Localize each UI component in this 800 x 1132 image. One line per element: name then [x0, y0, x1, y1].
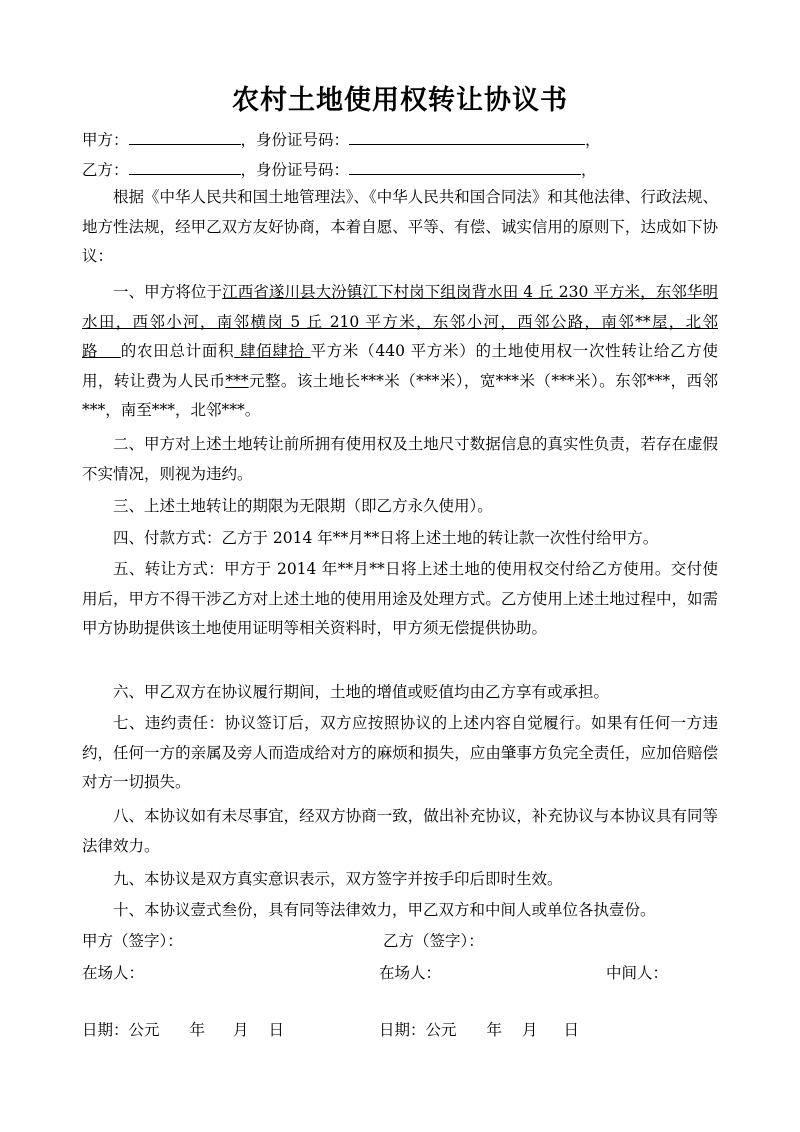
witness-a-label: 在场人： — [82, 964, 145, 982]
party-a-signature-label: 甲方（签字）： — [82, 932, 183, 950]
date-a-year: 年 — [189, 1021, 206, 1039]
party-a-label: 甲方： — [82, 131, 129, 149]
clause-1-rest: 元整。该土地长***米（***米），宽***米（***米）。东邻***，西邻***，南至***，北邻***。 — [82, 371, 718, 419]
clause-5-paragraph: 五、转让方式：甲方于 2014 年**月**日将上述土地的使用权交付给乙方使用。交付使用后，甲方不得干涉乙方对上述土地的使用用途及处理方式。乙方使用上述土地过程中，如需甲方协助提供该土地使用证明等相关资料时，甲方须无偿提供协助。 — [82, 560, 718, 637]
clause-8-paragraph: 八、本协议如有未尽事宜，经双方协商一致，做出补充协议，补充协议与本协议具有同等法律效力。 — [82, 807, 718, 855]
party-a-line — [82, 128, 601, 150]
party-a-id-label: ，身份证号码： — [240, 131, 350, 149]
date-b-day: 日 — [563, 1021, 580, 1039]
clause-1-area: 肆佰肆拾 — [239, 342, 305, 360]
clause-3-paragraph: 三、上述土地转让的期限为无限期（即乙方永久使用）。 — [113, 497, 493, 515]
party-a-name-blank — [129, 128, 241, 145]
clause-10-paragraph: 十、本协议壹式叁份，具有同等法律效力，甲乙双方和中间人或单位各执壹份。 — [113, 901, 656, 919]
witness-b-label: 在场人： — [379, 964, 442, 982]
clause-1-area-wrap — [234, 342, 310, 360]
date-b — [379, 1018, 579, 1040]
party-a-id-blank — [349, 128, 585, 145]
date-b-prefix: 日期：公元 — [379, 1021, 457, 1039]
party-b-signature-label: 乙方（签字）： — [383, 932, 484, 950]
party-b-name-blank — [129, 158, 241, 175]
date-b-month: 月 — [522, 1021, 538, 1039]
clause-1-mid: 的农田总计面积 — [120, 342, 235, 360]
preamble-paragraph: 根据《中华人民共和国土地管理法》、《中华人民共和国合同法》和其他法律、行政法规、地方性法规，经甲乙双方友好协商，本着自愿、平等、有偿、诚实信用的原则下，达成如下协议： — [82, 188, 718, 265]
date-a-prefix: 日期：公元 — [82, 1021, 160, 1039]
party-b-id-label: ，身份证号码： — [240, 161, 350, 179]
date-a — [82, 1018, 284, 1040]
party-b-label: 乙方： — [82, 161, 129, 179]
date-a-day: 日 — [268, 1021, 285, 1039]
clause-1-fee: *** — [225, 371, 249, 390]
page-title: 农村土地使用权转让协议书 — [232, 85, 568, 116]
date-b-year: 年 — [486, 1021, 503, 1039]
clause-4-paragraph: 四、付款方式：乙方于 2014 年**月**日将上述土地的转让款一次性付给甲方。 — [113, 529, 659, 547]
clause-1-paragraph — [82, 278, 718, 426]
party-a-end: ， — [585, 131, 601, 149]
clause-2-paragraph: 二、甲方对上述土地转让前所拥有使用权及土地尺寸数据信息的真实性负责，若存在虚假不实情况，则视为违约。 — [82, 435, 718, 483]
clause-1-location: 江西省遂川县大汾镇江下村岗下组岗背水田 4 丘 230 平方米，东邻华明水田，西邻小河，南邻横岗 5 丘 210 平方米，东邻小河，西邻公路，南邻**屋，北邻路 — [82, 283, 718, 360]
clause-9-paragraph: 九、本协议是双方真实意识表示，双方签字并按手印后即时生效。 — [113, 870, 563, 888]
party-b-end: ， — [581, 161, 597, 179]
clause-6-paragraph: 六、甲乙双方在协议履行期间，土地的增值或贬值均由乙方享有或承担。 — [113, 683, 610, 701]
clause-7-paragraph: 七、违约责任：协议签订后，双方应按照协议的上述内容自觉履行。如果有任何一方违约，任何一方的亲属及旁人而造成给对方的麻烦和损失，应由肇事方负完全责任，应加倍赔偿对方一切损失。 — [82, 714, 718, 791]
clause-1-blank-a — [98, 342, 121, 360]
date-a-month: 月 — [233, 1021, 249, 1039]
party-b-line — [82, 158, 597, 180]
party-b-id-blank — [349, 158, 581, 175]
clause-1-lead: 一、甲方将位于 — [113, 283, 223, 301]
clause-1-mid2: 平方米（440 平方米）的土地使用权一次性转让给乙方使用，转让费为人民币 — [82, 342, 718, 390]
middleman-label: 中间人： — [606, 964, 669, 982]
